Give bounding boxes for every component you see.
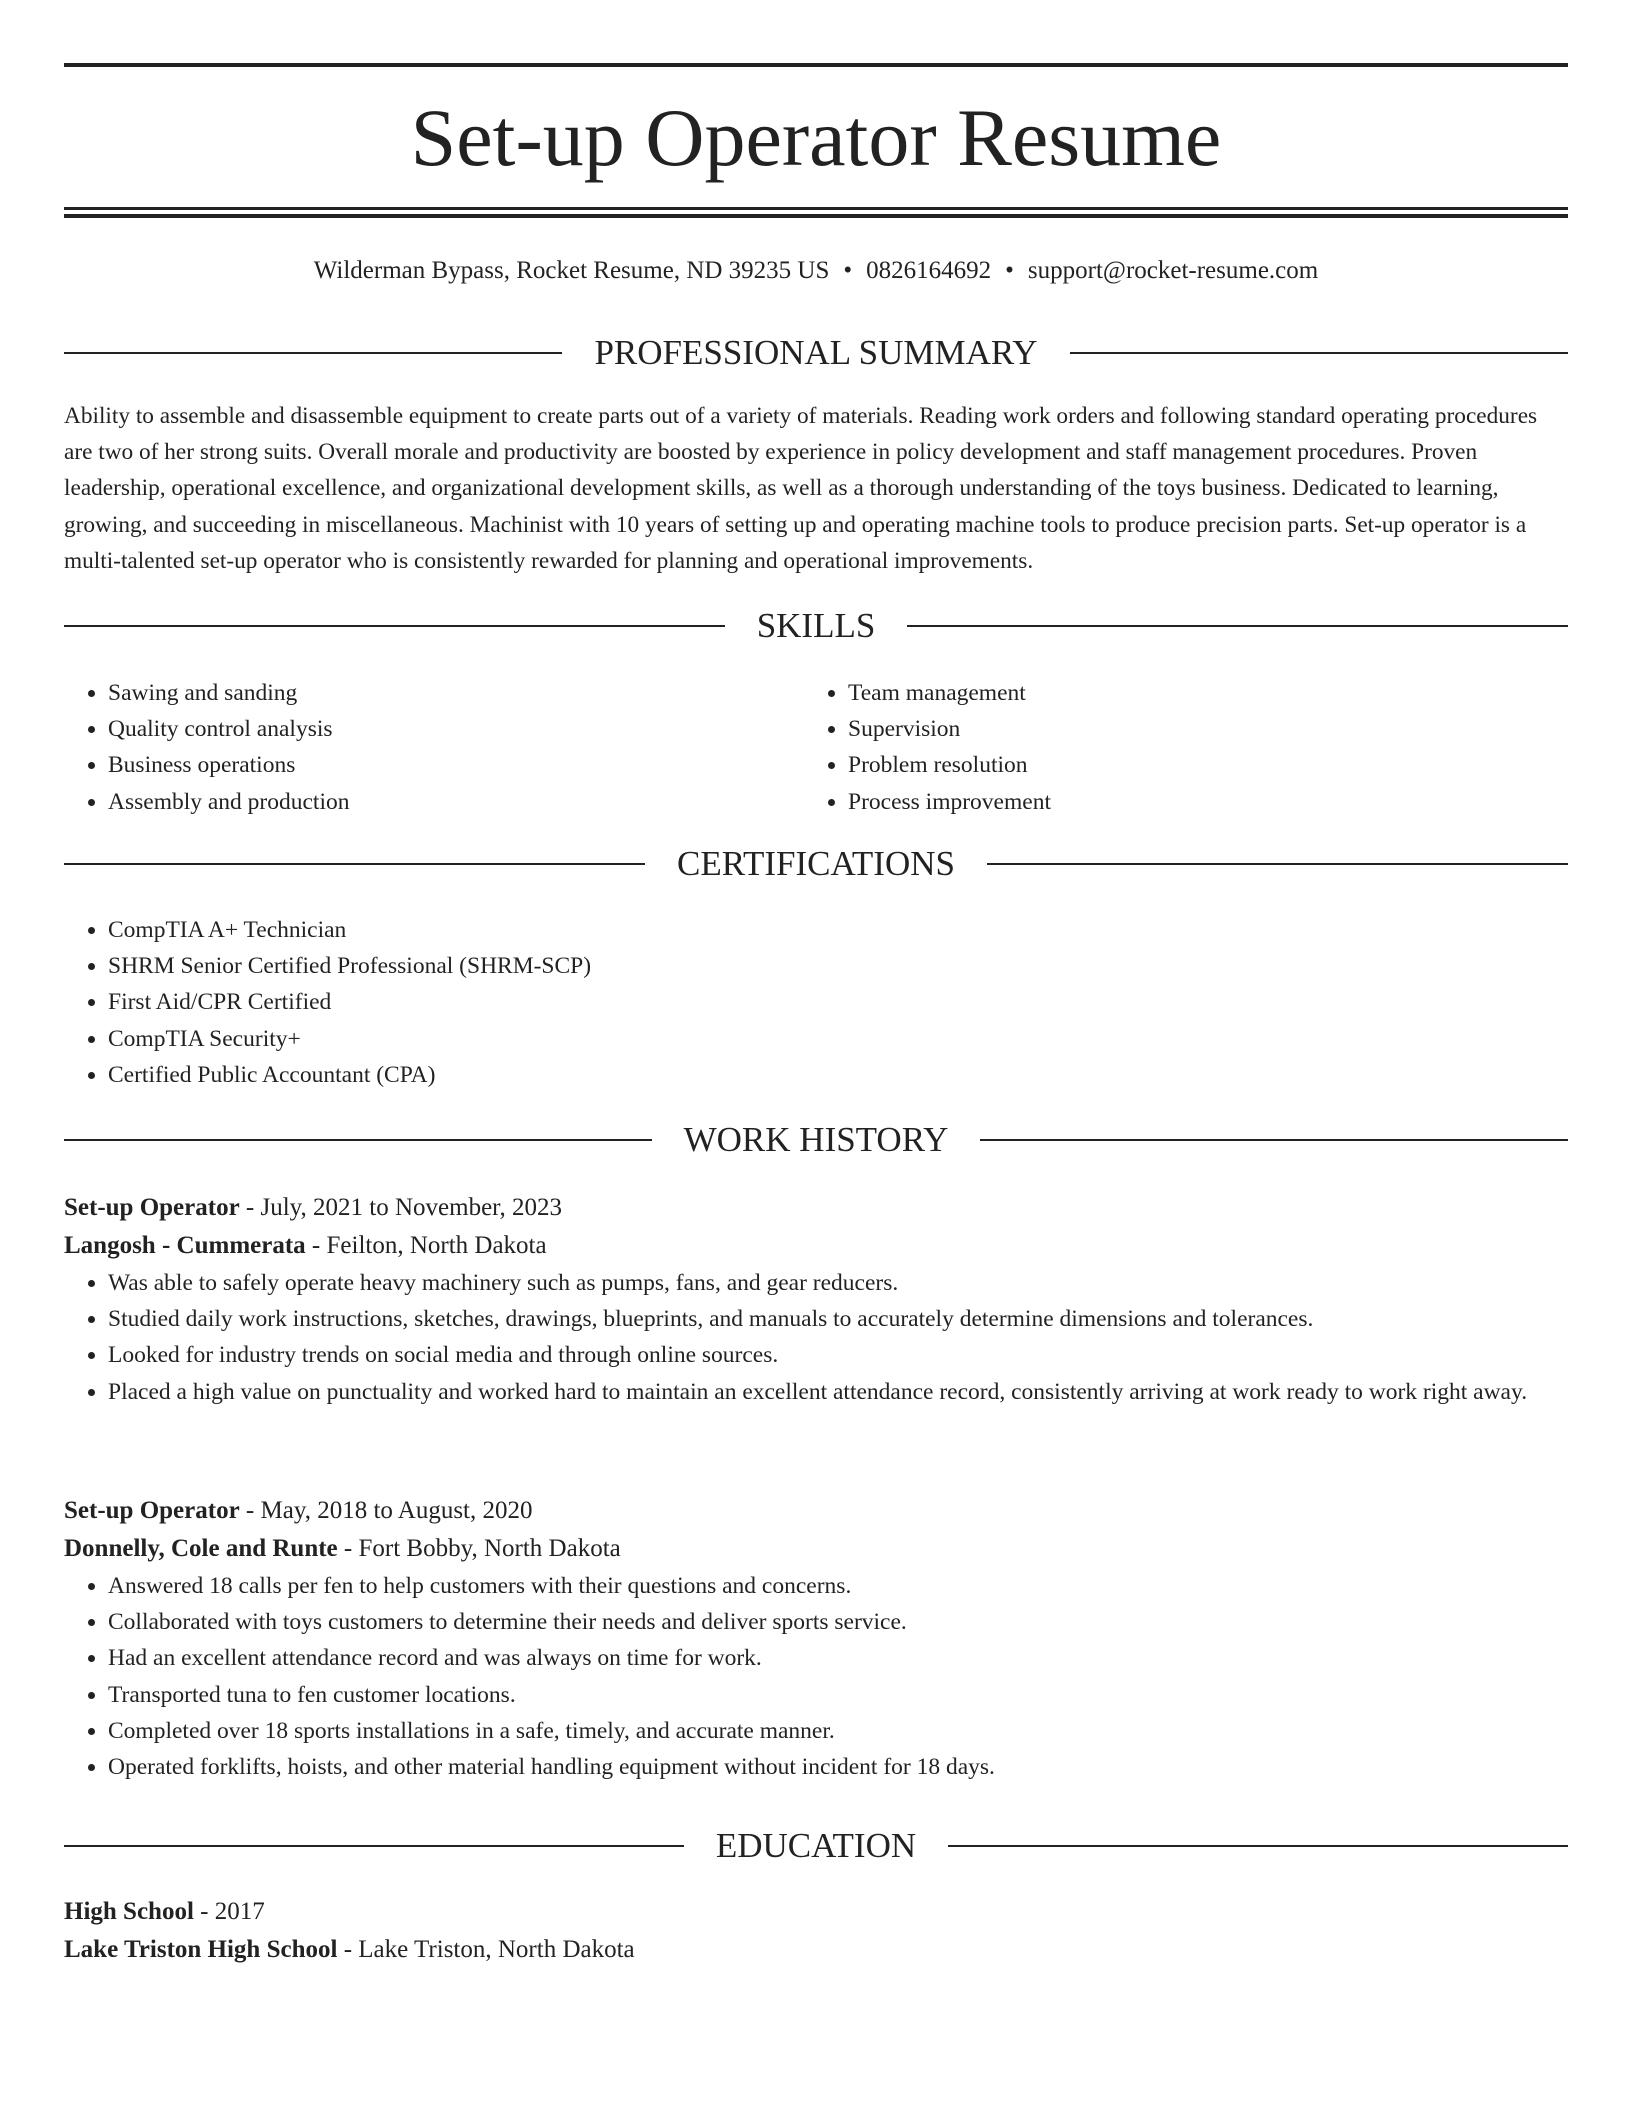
skill-item: • Team management xyxy=(848,675,1504,711)
education-school: Lake Triston High School xyxy=(64,1936,338,1963)
job-company-line xyxy=(64,1530,1568,1568)
certification-item: • SHRM Senior Certified Professional (SHRM-SCP) xyxy=(108,948,1568,984)
section-heading: EDUCATION xyxy=(715,1826,917,1865)
section-rule xyxy=(907,625,1568,627)
section-rule xyxy=(64,863,645,865)
skills-column-right xyxy=(804,675,1504,820)
section-rule xyxy=(948,1845,1568,1847)
skill-item: • Process improvement xyxy=(848,784,1504,820)
certification-item: • First Aid/CPR Certified xyxy=(108,984,1568,1020)
skills-column-left xyxy=(64,675,764,820)
job-title-line xyxy=(64,1492,1568,1530)
job-dates: - May, 2018 to August, 2020 xyxy=(239,1497,533,1524)
job-dates: - July, 2021 to November, 2023 xyxy=(239,1194,563,1221)
job-duties xyxy=(64,1568,1568,1785)
section-rule xyxy=(64,1845,684,1847)
section-header-skills xyxy=(64,604,1568,648)
contact-separator: • xyxy=(1005,257,1014,284)
job-entry xyxy=(64,1492,1568,1785)
section-heading: WORK HISTORY xyxy=(683,1120,949,1159)
job-duty: • Answered 18 calls per fen to help customers with their questions and concerns. xyxy=(108,1568,1568,1604)
skill-item: • Problem resolution xyxy=(848,747,1504,783)
summary-text: Ability to assemble and disassemble equipment to create parts out of a variety of materials. Reading work orders and following standard operating procedures are two of her strong suits. Overall morale and productivity are boosted by experience in policy development and staff management procedures. Proven leadership, operational excellence, and organizational development skills, as well as a thorough understanding of the toys business. Dedicated to learning, growing, and succeeding in miscellaneous. Machinist with 10 years of setting up and operating machine tools to produce precision parts. Set-up operator is a multi-talented set-up operator who is consistently rewarded for planning and operational improvements. xyxy=(64,403,1538,574)
job-duties xyxy=(64,1265,1568,1410)
job-title: Set-up Operator xyxy=(64,1194,240,1221)
job-company: Langosh - Cummerata xyxy=(64,1232,306,1259)
education-year: - 2017 xyxy=(193,1898,265,1925)
contact-line xyxy=(64,254,1568,288)
contact-email: support@rocket-resume.com xyxy=(1027,257,1319,284)
education-school-line xyxy=(64,1931,1568,1969)
job-duty: • Completed over 18 sports installations in a safe, timely, and accurate manner. xyxy=(108,1713,1568,1749)
section-rule xyxy=(64,625,725,627)
job-duty: • Collaborated with toys customers to determine their needs and deliver sports service. xyxy=(108,1604,1568,1640)
contact-separator: • xyxy=(843,257,853,284)
contact-phone: 0826164692 xyxy=(866,257,992,284)
skill-item: • Assembly and production xyxy=(108,784,764,820)
job-duty: • Looked for industry trends on social media and through online sources. xyxy=(108,1337,1568,1373)
education-degree-line xyxy=(64,1893,1568,1931)
job-location: - Feilton, North Dakota xyxy=(305,1232,547,1259)
certification-item: • Certified Public Accountant (CPA) xyxy=(108,1057,1568,1093)
job-duty: • Operated forklifts, hoists, and other material handling equipment without incident for 18 days. xyxy=(108,1749,1568,1785)
certification-item: • CompTIA Security+ xyxy=(108,1021,1568,1057)
section-header-education xyxy=(64,1824,1568,1868)
education-degree: High School xyxy=(64,1898,194,1925)
top-rule xyxy=(64,63,1568,67)
job-duty: • Studied daily work instructions, sketches, drawings, blueprints, and manuals to accurately determine dimensions and tolerances. xyxy=(108,1301,1568,1337)
skill-item: • Supervision xyxy=(848,711,1504,747)
job-entry xyxy=(64,1189,1568,1410)
section-header-summary xyxy=(64,331,1568,375)
certification-item: • CompTIA A+ Technician xyxy=(108,912,1568,948)
job-title-line xyxy=(64,1189,1568,1227)
section-heading: PROFESSIONAL SUMMARY xyxy=(594,333,1038,372)
section-heading: SKILLS xyxy=(756,606,876,645)
section-rule xyxy=(64,1139,652,1141)
section-header-certifications xyxy=(64,842,1568,886)
job-duty: • Transported tuna to fen customer locations. xyxy=(108,1677,1568,1713)
education-location: - Lake Triston, North Dakota xyxy=(337,1936,635,1963)
job-company-line xyxy=(64,1227,1568,1265)
job-title: Set-up Operator xyxy=(64,1497,240,1524)
section-rule xyxy=(987,863,1568,865)
skill-item: • Sawing and sanding xyxy=(108,675,764,711)
section-rule xyxy=(1070,352,1568,354)
job-location: - Fort Bobby, North Dakota xyxy=(337,1535,621,1562)
section-rule xyxy=(980,1139,1568,1141)
page-title: Set-up Operator Resume xyxy=(410,92,1222,183)
job-duty: • Was able to safely operate heavy machinery such as pumps, fans, and gear reducers. xyxy=(108,1265,1568,1301)
section-rule xyxy=(64,352,562,354)
title-rule-lower xyxy=(64,214,1568,218)
job-duty: • Had an excellent attendance record and was always on time for work. xyxy=(108,1640,1568,1676)
section-heading: CERTIFICATIONS xyxy=(677,844,955,883)
skill-item: • Quality control analysis xyxy=(108,711,764,747)
job-duty: • Placed a high value on punctuality and worked hard to maintain an excellent attendance record, consistently arriving at work ready to work right away. xyxy=(108,1374,1568,1410)
certifications-list xyxy=(64,912,1568,1093)
job-company: Donnelly, Cole and Runte xyxy=(64,1535,338,1562)
education-entry xyxy=(64,1893,1568,1969)
contact-address: Wilderman Bypass, Rocket Resume, ND 39235 US xyxy=(313,257,830,284)
skill-item: • Business operations xyxy=(108,747,764,783)
section-header-work-history xyxy=(64,1118,1568,1162)
title-rule-upper xyxy=(64,207,1568,210)
